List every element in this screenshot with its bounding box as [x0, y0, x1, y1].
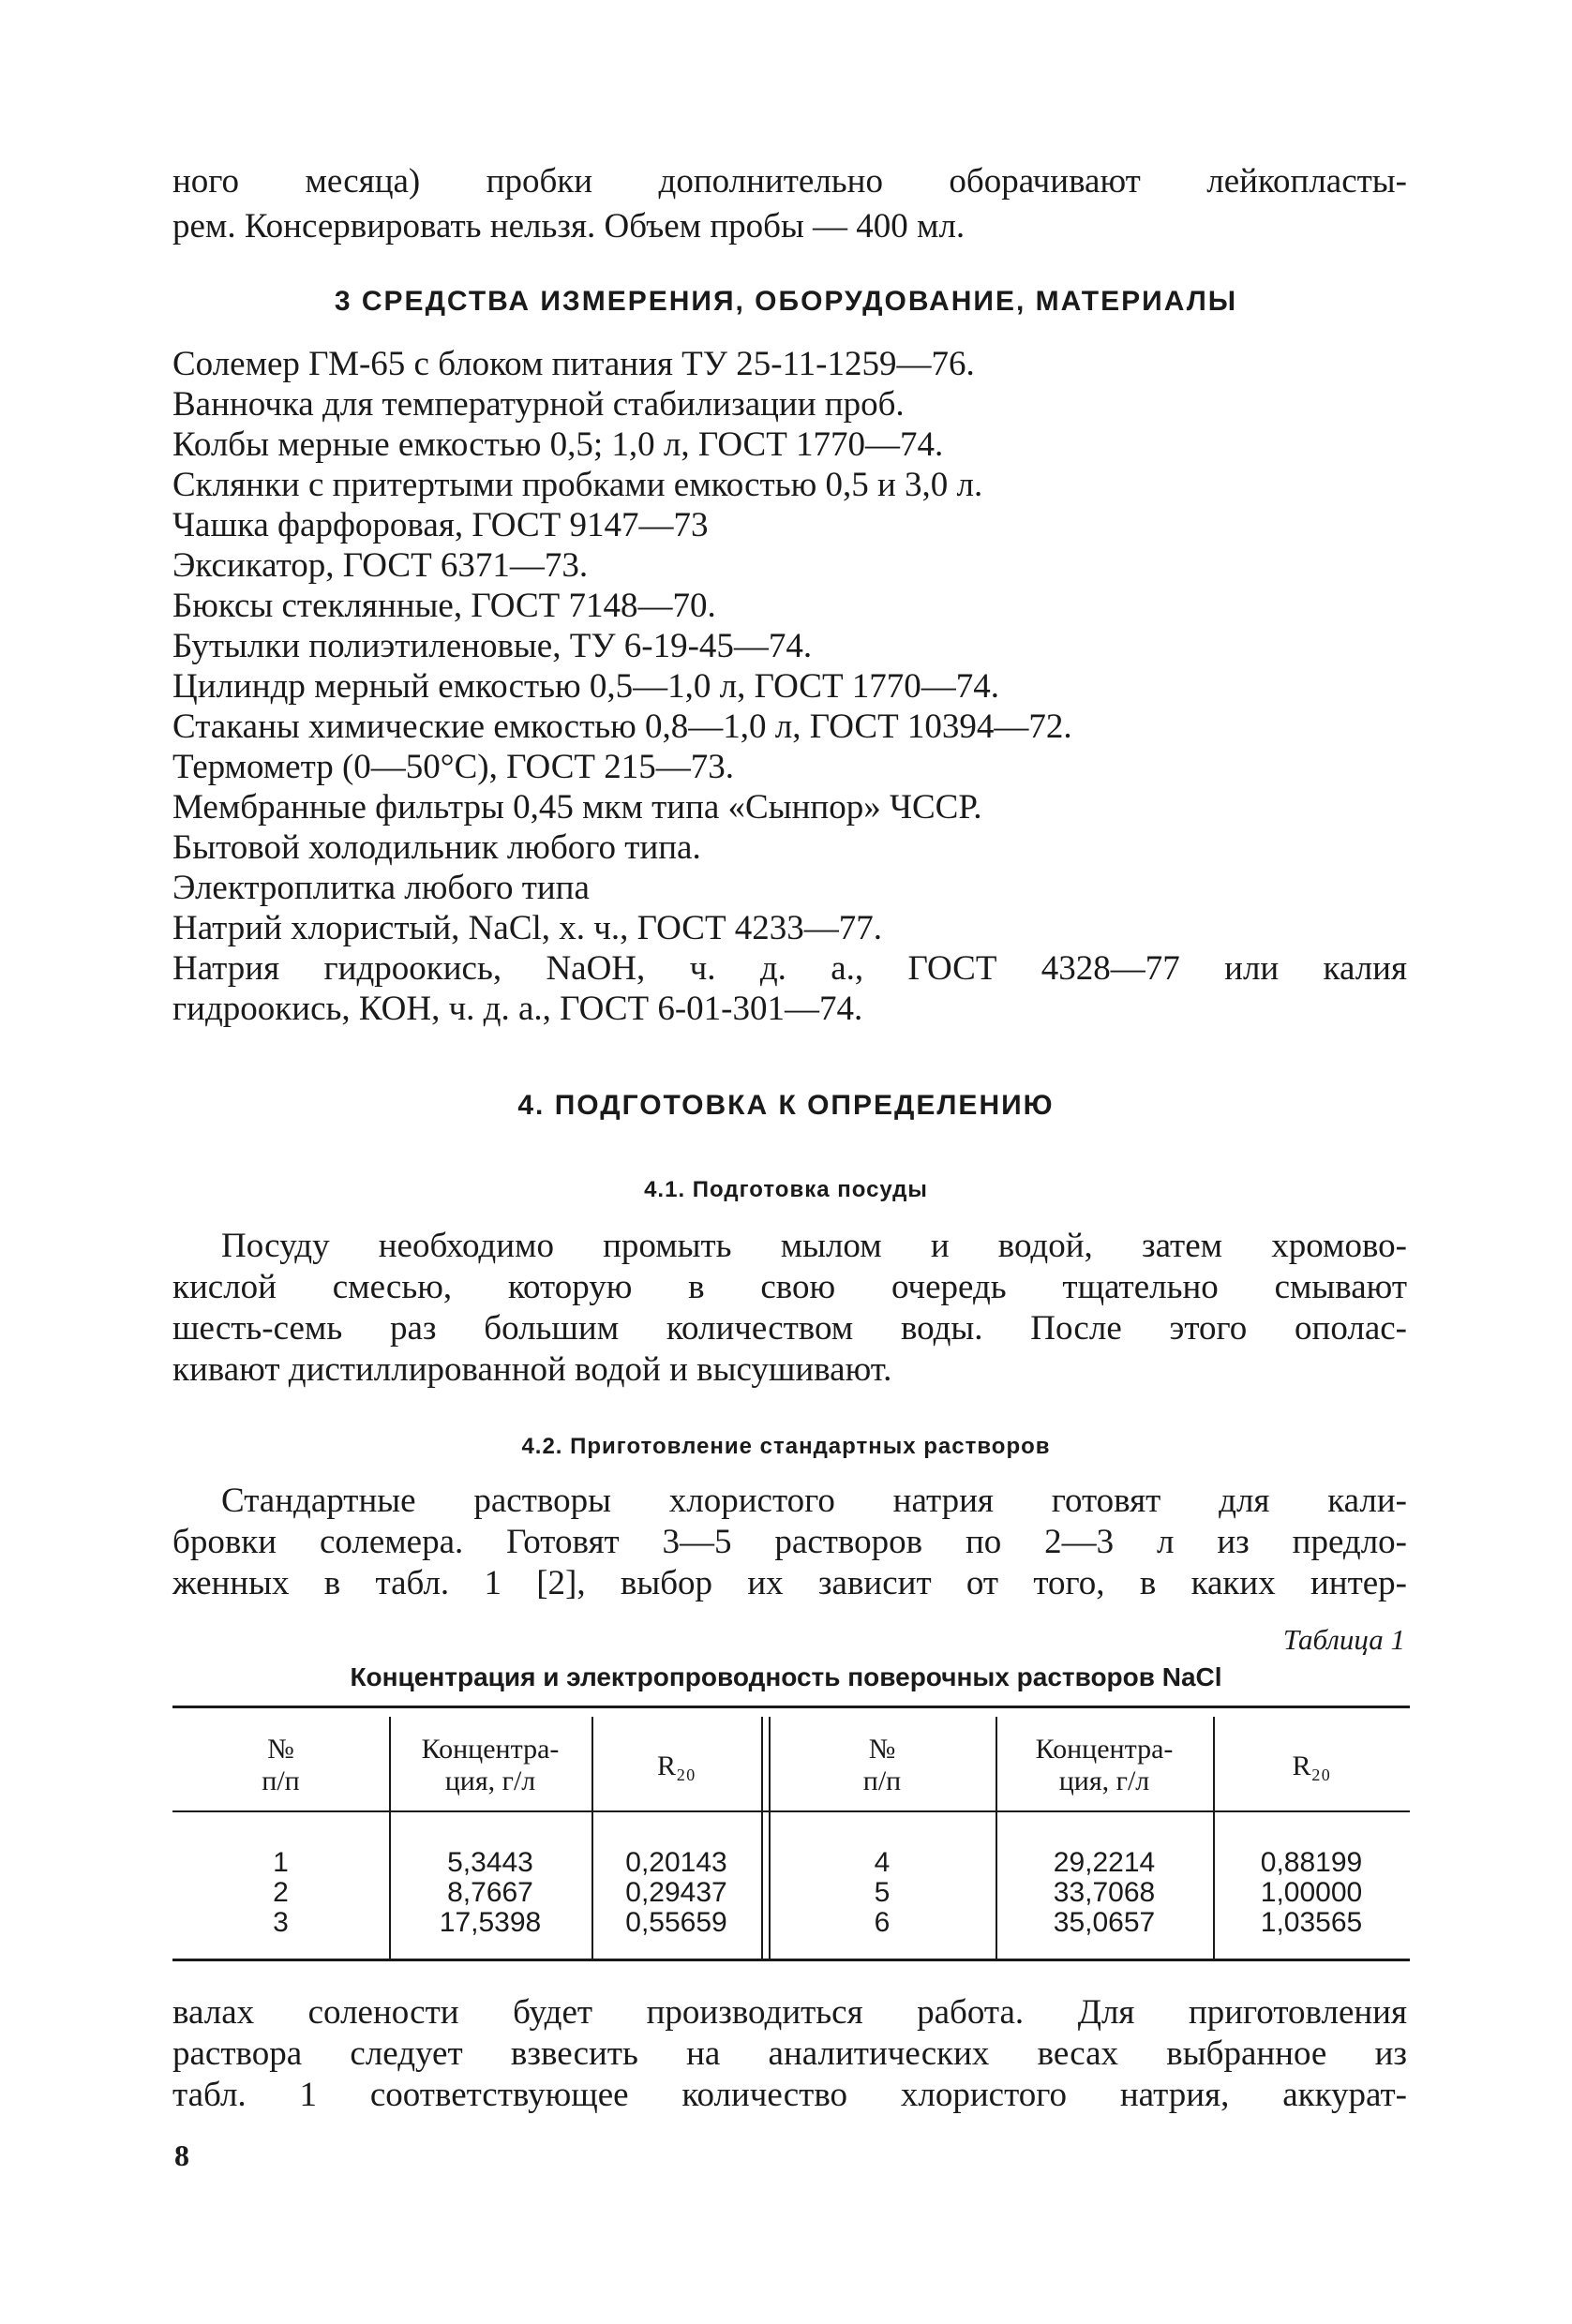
column-concentration — [389, 1848, 591, 1938]
text-line: шесть-семь раз большим количеством воды. После этого ополас- — [172, 1309, 1407, 1348]
list-item: Термометр (0—50°С), ГОСТ 215—73. — [172, 748, 735, 786]
section-4-heading: 4. ПОДГОТОВКА К ОПРЕДЕЛЕНИЮ — [517, 1090, 1055, 1121]
text-line: ного месяца) пробки дополнительно оборачивают лейкопласты- — [172, 162, 1407, 201]
list-item: Бытовой холодильник любого типа. — [172, 828, 701, 867]
equipment-list — [172, 344, 1407, 1029]
table-cell: 17,5398 — [439, 1907, 542, 1938]
header-number: № п/п — [262, 1734, 300, 1796]
table-cell: 0,88199 — [1260, 1847, 1363, 1878]
table-cell: 5,3443 — [447, 1847, 533, 1878]
header-concentration: Концентра- ция, г/л — [1035, 1734, 1174, 1796]
text-line: Посуду необходимо промыть мылом и водой, затем хромово- — [221, 1227, 1407, 1265]
column-concentration — [996, 1848, 1213, 1938]
list-item: Цилиндр мерный емкостью 0,5—1,0 л, ГОСТ 1770—74. — [172, 667, 1000, 706]
table-cell: 1,03565 — [1260, 1907, 1363, 1938]
table-cell: 1,00000 — [1260, 1877, 1363, 1908]
table-cell: 35,0657 — [1053, 1907, 1156, 1938]
list-item: Солемер ГМ-65 с блоком питания ТУ 25-11-1259—76. — [172, 345, 975, 383]
header-r20: R₂₀ — [1292, 1750, 1331, 1781]
text-line: кивают дистиллированной водой и высушивают. — [172, 1350, 892, 1389]
table-cell: 1 — [273, 1847, 289, 1878]
table-caption: Концентрация и электропроводность поверочных растворов NaCl — [350, 1662, 1222, 1691]
text-line: рем. Консервировать нельзя. Объем пробы — 400 мл. — [172, 207, 966, 246]
table-cell: 0,29437 — [625, 1877, 727, 1908]
list-item: Ванночка для температурной стабилизации проб. — [172, 385, 905, 424]
list-item: Натрий хлористый, NaCl, х. ч., ГОСТ 4233—77. — [172, 909, 883, 947]
list-item: Бюксы стеклянные, ГОСТ 7148—70. — [172, 587, 716, 625]
list-item: Электроплитка любого типа — [172, 869, 590, 907]
section-3-heading: 3 СРЕДСТВА ИЗМЕРЕНИЯ, ОБОРУДОВАНИЕ, МАТЕРИАЛЫ — [334, 286, 1238, 317]
list-item: Чашка фарфоровая, ГОСТ 9147—73 — [172, 506, 709, 544]
table-cell: 0,20143 — [625, 1847, 727, 1878]
page-number: 8 — [174, 2138, 189, 2172]
column-number — [172, 1848, 389, 1938]
list-item: Натрия гидроокись, NaOH, ч. д. а., ГОСТ 4328—77 или калия — [172, 949, 1407, 988]
text-line: валах солености будет производиться работа. Для приготовления — [172, 1993, 1407, 2032]
table-cell: 5 — [874, 1877, 891, 1908]
subsection-4-2-paragraph — [172, 1481, 1407, 1604]
text-line: раствора следует взвесить на аналитических весах выбранное из — [172, 2034, 1407, 2073]
table-cell: 3 — [273, 1907, 289, 1938]
table-header-rule — [172, 1810, 1410, 1812]
table-cell: 29,2214 — [1053, 1847, 1156, 1878]
text-line: табл. 1 соответствующее количество хлористого натрия, аккурат- — [172, 2076, 1407, 2114]
column-number — [769, 1848, 996, 1938]
column-r20 — [591, 1848, 761, 1938]
list-item: гидроокись, КОН, ч. д. а., ГОСТ 6-01-301—74. — [172, 990, 863, 1028]
table-cell: 0,55659 — [625, 1907, 727, 1938]
table-cell: 8,7667 — [447, 1877, 533, 1908]
concentration-table — [172, 1704, 1410, 1964]
table-cell: 2 — [273, 1877, 289, 1908]
list-item: Колбы мерные емкостью 0,5; 1,0 л, ГОСТ 1770—74. — [172, 425, 944, 464]
header-concentration: Концентра- ция, г/л — [421, 1734, 560, 1796]
table-label: Таблица 1 — [1282, 1623, 1405, 1656]
column-divider — [761, 1717, 763, 1959]
table-cell: 33,7068 — [1053, 1877, 1156, 1908]
table-cell: 4 — [874, 1847, 891, 1878]
column-r20 — [1213, 1848, 1410, 1938]
table-bottom-rule — [172, 1959, 1410, 1961]
text-line: кислой смесью, которую в свою очередь тщательно смывают — [172, 1268, 1407, 1306]
list-item: Эксикатор, ГОСТ 6371—73. — [172, 546, 589, 585]
table-cell: 6 — [874, 1907, 891, 1938]
text-line: бровки солемера. Готовят 3—5 растворов по 2—3 л из предло- — [172, 1523, 1407, 1561]
subsection-4-1-heading: 4.1. Подготовка посуды — [644, 1177, 928, 1202]
header-number: № п/п — [862, 1734, 902, 1796]
subsection-4-2-heading: 4.2. Приготовление стандартных растворов — [521, 1434, 1051, 1459]
intro-paragraph — [172, 161, 1407, 246]
header-r20: R₂₀ — [657, 1750, 696, 1781]
subsection-4-1-paragraph — [172, 1226, 1407, 1391]
closing-paragraph — [172, 1992, 1407, 2116]
list-item: Склянки с притертыми пробками емкостью 0,5 и 3,0 л. — [172, 466, 983, 504]
text-line: Стандартные растворы хлористого натрия готовят для кали- — [221, 1482, 1407, 1520]
list-item: Мембранные фильтры 0,45 мкм типа «Сынпор» ЧССР. — [172, 788, 982, 827]
table-top-rule — [172, 1706, 1410, 1708]
list-item: Бутылки полиэтиленовые, ТУ 6-19-45—74. — [172, 627, 813, 665]
text-line: женных в табл. 1 [2], выбор их зависит от того, в каких интер- — [172, 1564, 1407, 1602]
list-item: Стаканы химические емкостью 0,8—1,0 л, ГОСТ 10394—72. — [172, 708, 1072, 746]
